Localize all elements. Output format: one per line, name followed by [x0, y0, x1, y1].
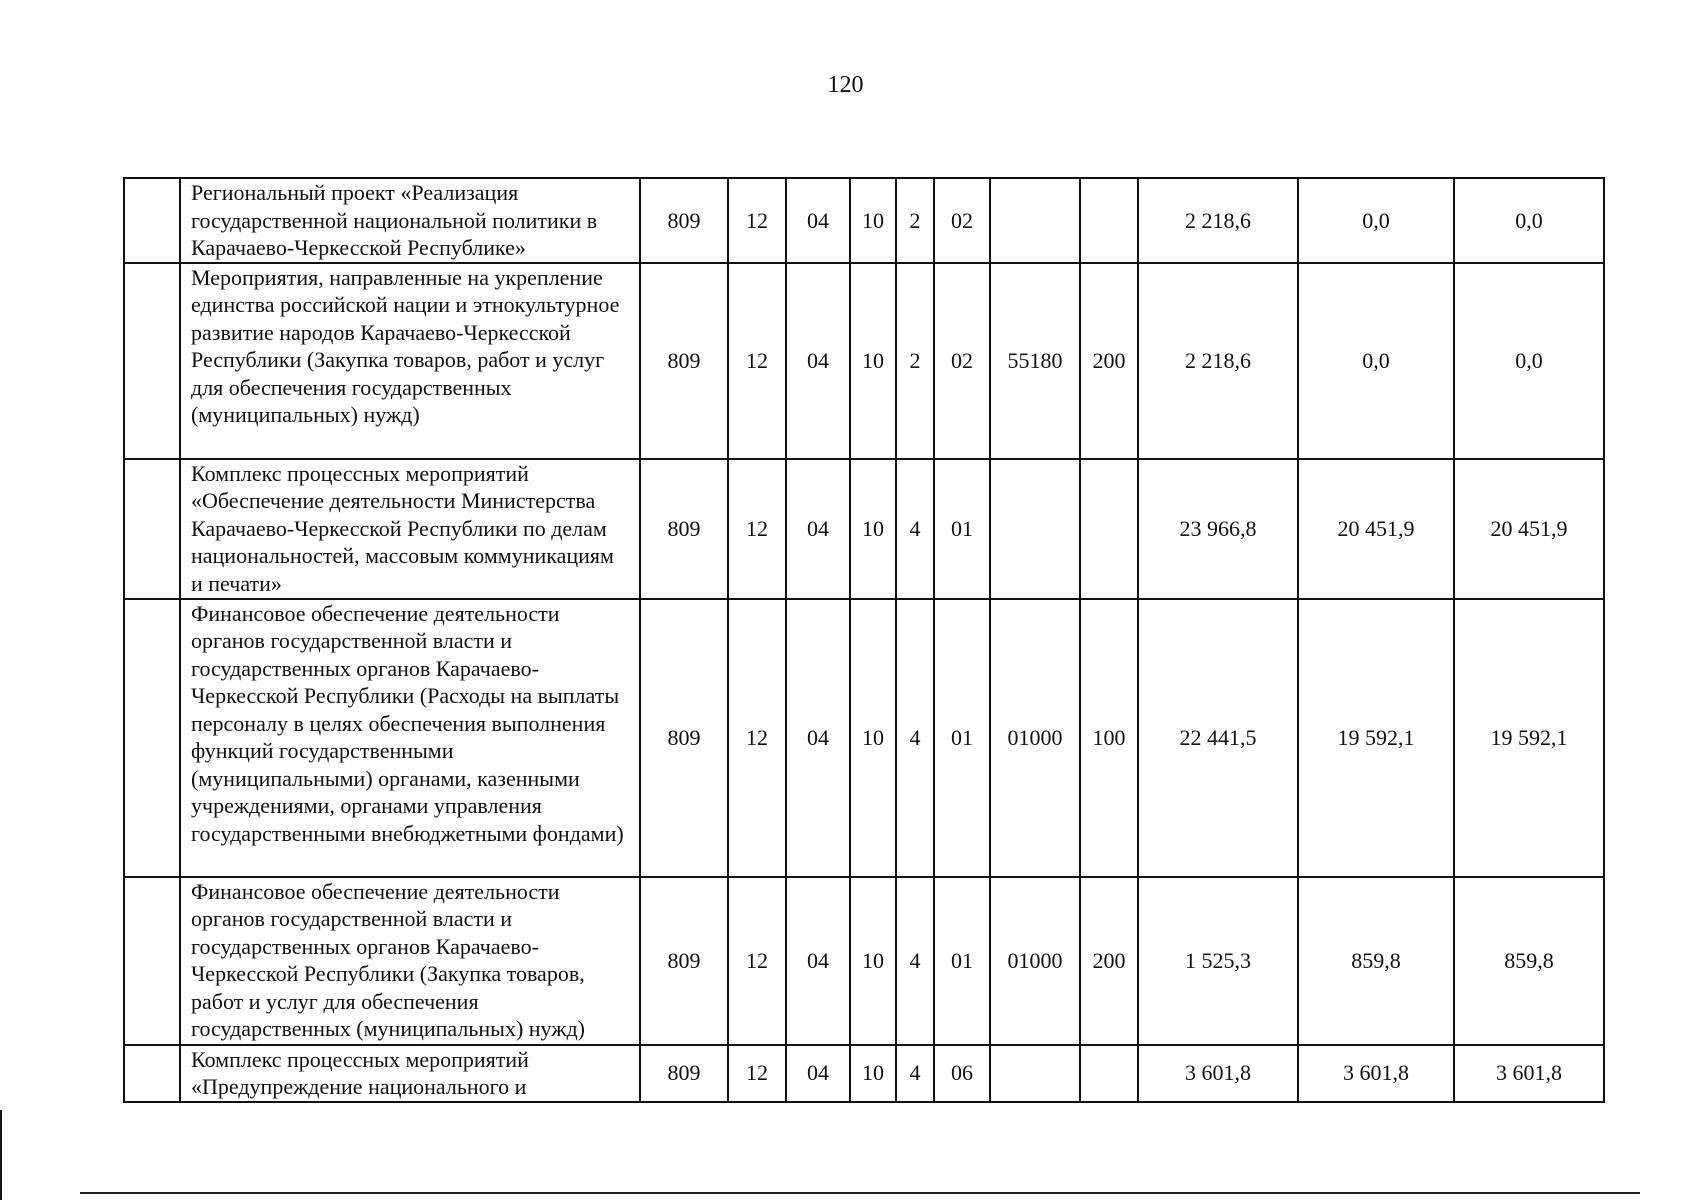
bottom-rule	[80, 1192, 1640, 1194]
amount-3-cell: 859,8	[1454, 877, 1604, 1045]
vr-cell	[1080, 1045, 1138, 1102]
vr-cell: 200	[1080, 877, 1138, 1045]
vr-cell	[1080, 178, 1138, 263]
rz-cell: 12	[728, 1045, 786, 1102]
grbs-cell: 809	[640, 599, 728, 877]
program-cell: 10	[850, 1045, 896, 1102]
amount-2-cell: 859,8	[1298, 877, 1454, 1045]
program-cell: 10	[850, 599, 896, 877]
pr-cell: 04	[786, 263, 850, 459]
amount-2-cell: 0,0	[1298, 178, 1454, 263]
pr-cell: 04	[786, 1045, 850, 1102]
amount-1-cell: 2 218,6	[1138, 178, 1298, 263]
grbs-cell: 809	[640, 459, 728, 599]
index-cell	[124, 599, 180, 877]
grbs-cell: 809	[640, 1045, 728, 1102]
subprogram-cell: 4	[896, 1045, 934, 1102]
subprogram-cell: 4	[896, 877, 934, 1045]
code-cell	[990, 178, 1080, 263]
measure-cell: 02	[934, 263, 990, 459]
amount-1-cell: 23 966,8	[1138, 459, 1298, 599]
amount-3-cell: 19 592,1	[1454, 599, 1604, 877]
amount-3-cell: 3 601,8	[1454, 1045, 1604, 1102]
amount-3-cell: 0,0	[1454, 263, 1604, 459]
rz-cell: 12	[728, 263, 786, 459]
budget-table	[123, 177, 1605, 1103]
row-name: Комплекс процессных мероприятий «Обеспечение деятельности Министерства Карачаево-Черкесской Республики по делам национальностей, массовым коммуникациям и печати»	[180, 459, 640, 599]
index-cell	[124, 1045, 180, 1102]
code-cell	[990, 459, 1080, 599]
pr-cell: 04	[786, 877, 850, 1045]
subprogram-cell: 4	[896, 459, 934, 599]
subprogram-cell: 2	[896, 263, 934, 459]
measure-cell: 01	[934, 877, 990, 1045]
program-cell: 10	[850, 263, 896, 459]
vr-cell: 200	[1080, 263, 1138, 459]
rz-cell: 12	[728, 178, 786, 263]
amount-1-cell: 2 218,6	[1138, 263, 1298, 459]
table-row	[124, 599, 1604, 877]
pr-cell: 04	[786, 459, 850, 599]
index-cell	[124, 263, 180, 459]
scan-edge-line	[0, 1110, 2, 1200]
vr-cell	[1080, 459, 1138, 599]
table-row	[124, 178, 1604, 263]
table-row	[124, 877, 1604, 1045]
measure-cell: 06	[934, 1045, 990, 1102]
grbs-cell: 809	[640, 263, 728, 459]
grbs-cell: 809	[640, 877, 728, 1045]
grbs-cell: 809	[640, 178, 728, 263]
measure-cell: 01	[934, 459, 990, 599]
subprogram-cell: 2	[896, 178, 934, 263]
measure-cell: 02	[934, 178, 990, 263]
amount-1-cell: 22 441,5	[1138, 599, 1298, 877]
index-cell	[124, 877, 180, 1045]
code-cell: 01000	[990, 877, 1080, 1045]
rz-cell: 12	[728, 459, 786, 599]
row-name: Мероприятия, направленные на укрепление единства российской нации и этнокультурное развитие народов Карачаево-Черкесской Республики (Закупка товаров, работ и услуг для обеспечения государственных (муниципальных) нужд)	[180, 263, 640, 459]
amount-2-cell: 20 451,9	[1298, 459, 1454, 599]
row-name: Комплекс процессных мероприятий «Предупреждение национального и	[180, 1045, 640, 1102]
amount-2-cell: 19 592,1	[1298, 599, 1454, 877]
program-cell: 10	[850, 877, 896, 1045]
amount-2-cell: 3 601,8	[1298, 1045, 1454, 1102]
row-name: Финансовое обеспечение деятельности органов государственной власти и государственных органов Карачаево-Черкесской Республики (Расходы на выплаты персоналу в целях обеспечения выполнения функций государственными (муниципальными) органами, казенными учреждениями, органами управления государственными внебюджетными фондами)	[180, 599, 640, 877]
row-name: Финансовое обеспечение деятельности органов государственной власти и государственных органов Карачаево-Черкесской Республики (Закупка товаров, работ и услуг для обеспечения государственных (муниципальных) нужд)	[180, 877, 640, 1045]
table-row	[124, 263, 1604, 459]
index-cell	[124, 178, 180, 263]
rz-cell: 12	[728, 599, 786, 877]
measure-cell: 01	[934, 599, 990, 877]
code-cell	[990, 1045, 1080, 1102]
table-row	[124, 459, 1604, 599]
subprogram-cell: 4	[896, 599, 934, 877]
amount-1-cell: 3 601,8	[1138, 1045, 1298, 1102]
table-row	[124, 1045, 1604, 1102]
amount-3-cell: 20 451,9	[1454, 459, 1604, 599]
amount-1-cell: 1 525,3	[1138, 877, 1298, 1045]
program-cell: 10	[850, 459, 896, 599]
amount-3-cell: 0,0	[1454, 178, 1604, 263]
program-cell: 10	[850, 178, 896, 263]
rz-cell: 12	[728, 877, 786, 1045]
row-name: Региональный проект «Реализация государственной национальной политики в Карачаево-Черкесской Республике»	[180, 178, 640, 263]
amount-2-cell: 0,0	[1298, 263, 1454, 459]
pr-cell: 04	[786, 178, 850, 263]
page-number: 120	[827, 72, 864, 98]
pr-cell: 04	[786, 599, 850, 877]
vr-cell: 100	[1080, 599, 1138, 877]
code-cell: 55180	[990, 263, 1080, 459]
index-cell	[124, 459, 180, 599]
code-cell: 01000	[990, 599, 1080, 877]
